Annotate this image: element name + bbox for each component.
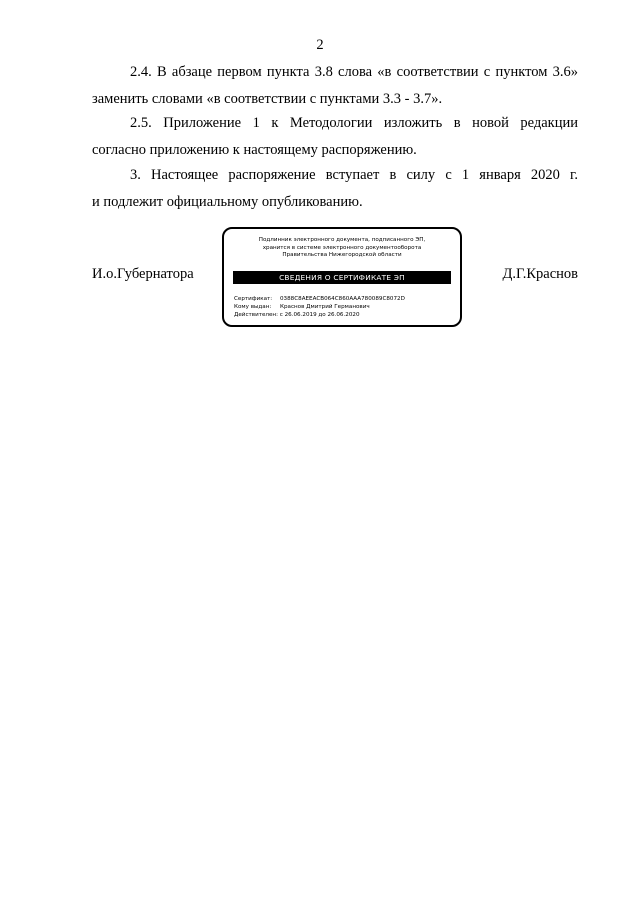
certificate-label: Сертификат: (234, 296, 273, 302)
stamp-header-line: Подлинник электронного документа, подписанного ЭП, (258, 237, 426, 243)
certificate-number: 0388C8AEEACB064C860AAA780089C8072D (280, 296, 405, 302)
stamp-header-line: Правительства Нижегородской области (282, 252, 402, 259)
certificate-details (234, 295, 405, 319)
signer-name: Д.Г.Краснов (502, 266, 578, 282)
certificate-info-bar: СВЕДЕНИЯ О СЕРТИФИКАТЕ ЭП (233, 271, 451, 284)
certificate-validity: Действителен: с 26.06.2019 до 26.06.2020 (234, 312, 360, 318)
paragraph-2-5 (92, 110, 578, 164)
paragraph-text: 2.5. Приложение 1 к Методологии изложить в новой редакции (130, 115, 578, 131)
stamp-header (224, 237, 460, 260)
page-number: 2 (316, 37, 324, 53)
signer-title: И.о.Губернатора (92, 266, 194, 282)
stamp-header-line: хранится в системе электронного документооборота (262, 244, 422, 251)
paragraph-text: 3. Настоящее распоряжение вступает в силу с 1 января 2020 г. (130, 167, 578, 183)
certificate-number-row (234, 295, 405, 303)
paragraph-text: и подлежит официальному опубликованию. (92, 194, 363, 210)
paragraph-text: заменить словами «в соответствии с пунктами 3.3 - 3.7». (92, 91, 443, 107)
issued-to-label: Кому выдан: (234, 304, 272, 310)
paragraph-text: 2.4. В абзаце первом пункта 3.8 слова «в соответствии с пунктом 3.6» (130, 64, 578, 80)
paragraph-3 (92, 162, 578, 216)
issued-to-name: Краснов Дмитрий Германович (280, 304, 370, 310)
electronic-signature-stamp (222, 227, 462, 327)
paragraph-text: согласно приложению к настоящему распоряжению. (92, 142, 417, 158)
certificate-owner-row (234, 303, 405, 311)
paragraph-2-4 (92, 59, 578, 113)
